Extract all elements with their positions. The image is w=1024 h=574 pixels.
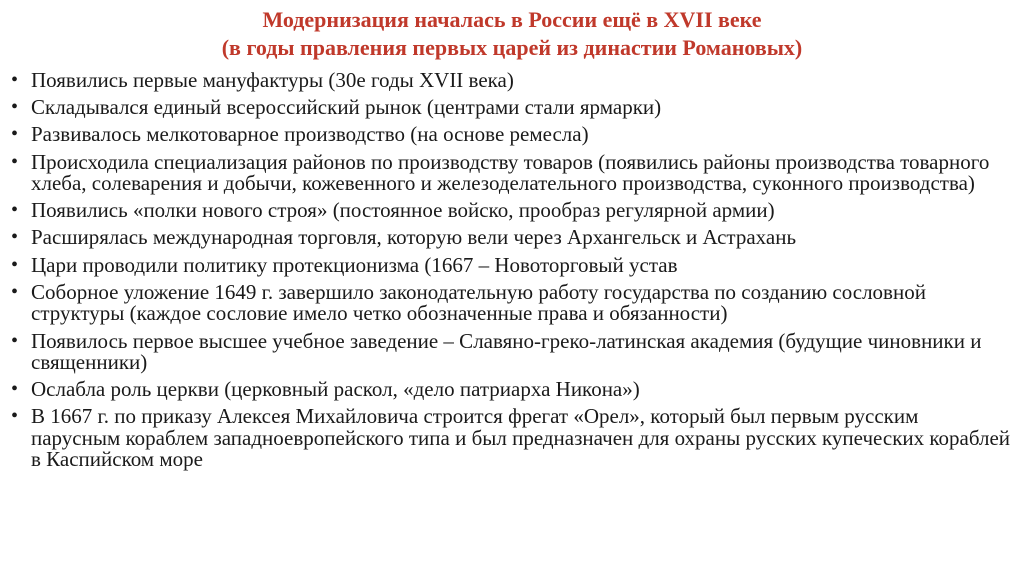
bullet-icon: • [11, 378, 19, 401]
bullet-text: Складывался единый всероссийский рынок (центрами стали ярмарки) [31, 95, 662, 120]
bullet-text: Происходила специализация районов по производству товаров (появились районы производства товарного хлеба, солеварения и добычи, кожевенного и железоделательного производства, суконного производства) [31, 149, 990, 196]
bullet-icon: • [11, 199, 19, 222]
bullet-item-11 [0, 406, 1024, 471]
title-line-1: Модернизация началась в России ещё в XVII веке [262, 7, 762, 32]
bullet-icon: • [11, 253, 19, 276]
bullet-icon: • [11, 96, 19, 119]
slide-title [0, 6, 1024, 62]
bullet-icon: • [11, 123, 19, 146]
bullet-text: Появились первые мануфактуры (30е годы XVII века) [31, 68, 514, 92]
bullet-icon: • [11, 280, 19, 303]
bullet-item-7 [0, 252, 1024, 277]
bullet-text: Появились «полки нового строя» (постоянное войско, прообраз регулярной армии) [31, 198, 775, 223]
bullet-icon: • [11, 405, 19, 428]
bullet-item-2 [0, 97, 1024, 119]
bullet-item-4 [0, 149, 1024, 196]
bullet-icon: • [11, 69, 19, 91]
bullet-item-1 [0, 70, 1024, 92]
title-line-2: (в годы правления первых царей из династии Романовых) [221, 35, 803, 60]
bullet-item-3 [0, 124, 1024, 146]
bullet-item-6 [0, 227, 1024, 249]
bullet-text: Цари проводили политику протекционизма (1667 – Новоторговый устав [31, 252, 678, 277]
bullet-list [0, 70, 1024, 477]
bullet-text: Развивалось мелкотоварное производство (на основе ремесла) [31, 122, 589, 147]
bullet-text: Появилось первое высшее учебное заведение – Славяно-греко-латинская академия (будущие чиновники и священники) [31, 328, 982, 374]
bullet-text: Соборное уложение 1649 г. завершило законодательную работу государства по созданию сословной структуры (каждое сословие имело четко обозначенные права и обязанности) [31, 279, 926, 326]
bullet-text: Ослабла роль церкви (церковный раскол, «дело патриарха Никона») [31, 377, 640, 402]
bullet-text: В 1667 г. по приказу Алексея Михайловича строится фрегат «Орел», который был первым русским парусным кораблем западноевропейского типа и был предназначен для охраны русских купеческих кораблей в Каспийском море [31, 404, 1011, 472]
bullet-text: Расширялась международная торговля, которую вели через Архангельск и Астрахань [31, 225, 797, 250]
bullet-item-9 [0, 328, 1024, 374]
bullet-item-10 [0, 379, 1024, 401]
bullet-icon: • [11, 150, 19, 173]
bullet-icon: • [11, 226, 19, 249]
bullet-item-8 [0, 279, 1024, 326]
bullet-icon: • [11, 329, 19, 352]
bullet-item-5 [0, 200, 1024, 222]
